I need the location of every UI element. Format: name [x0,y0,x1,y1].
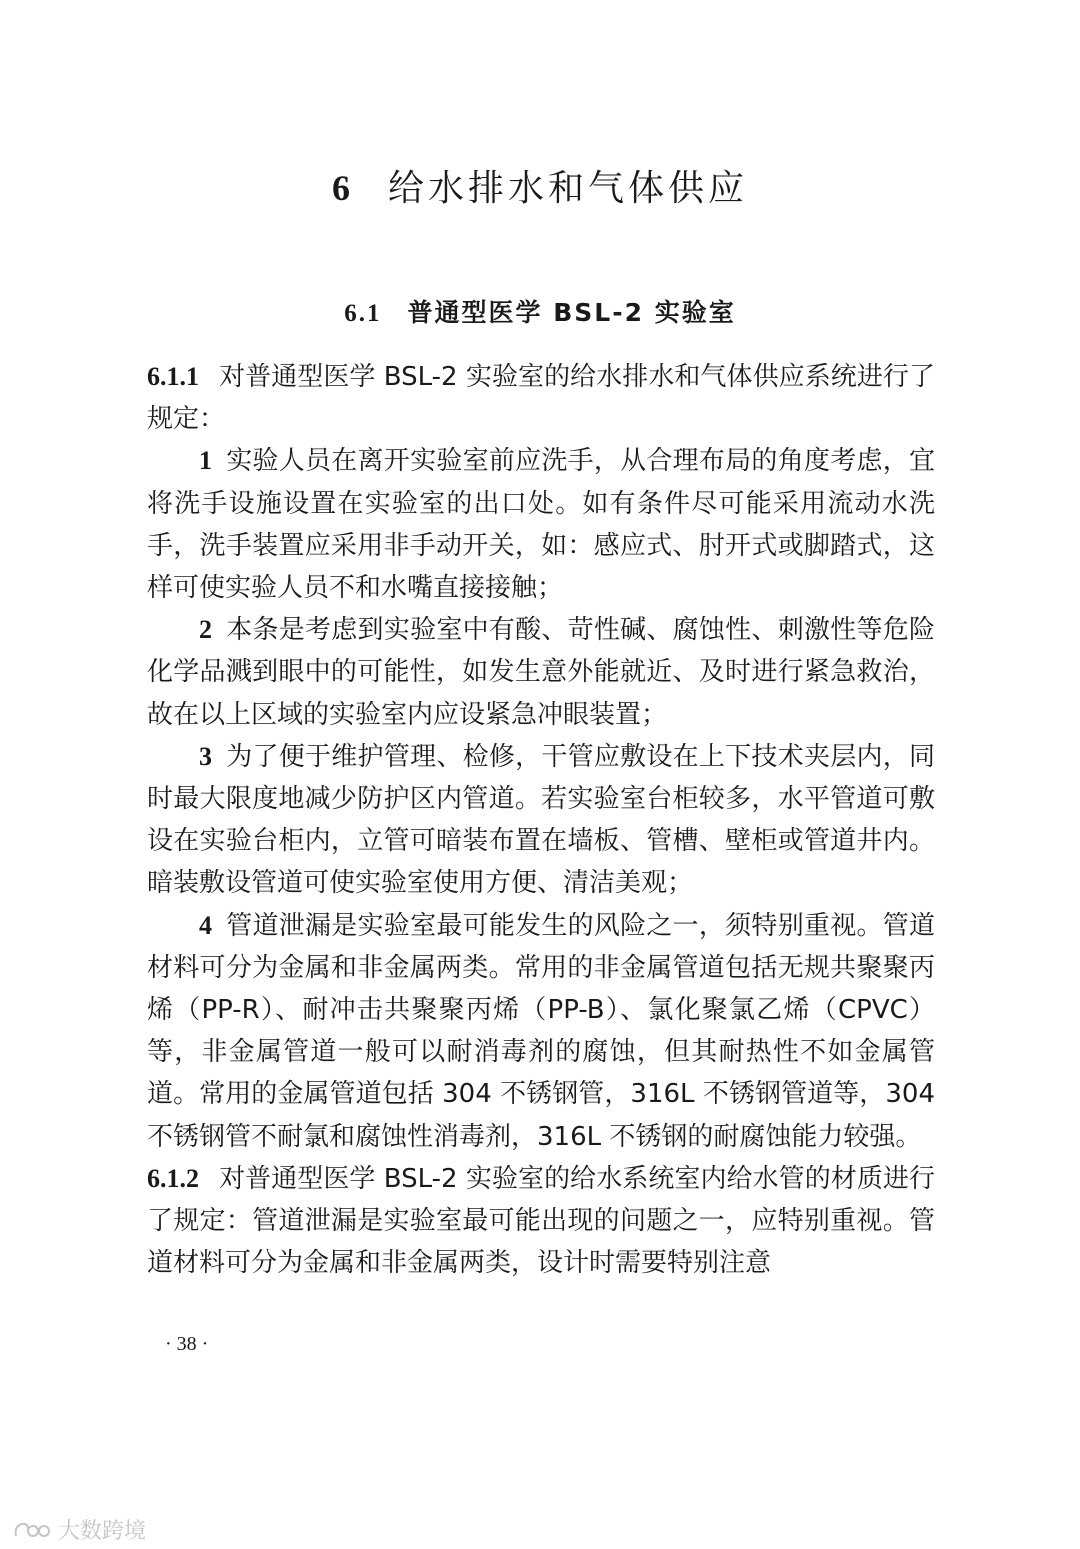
list-item [147,736,935,905]
list-item [147,609,935,736]
clause-6-1-1 [147,356,935,440]
body-text [147,356,935,1284]
chapter-title [0,160,1080,211]
clause-text: 对普通型医学 BSL-2 实验室的给水系统室内给水管的材质进行了规定：管道泄漏是实验室最可能出现的问题之一，应特别重视。管道材料可分为金属和非金属两类，设计时需要特别注意 [147,1163,935,1279]
item-number: 1 [199,446,212,476]
watermark-text: 大数跨境 [58,1519,147,1544]
clause-intro: 对普通型医学 BSL-2 实验室的给水排水和气体供应系统进行了规定： [147,362,935,435]
section-title-text: 普通型医学 BSL-2 实验室 [407,298,736,327]
item-text: 为了便于维护管理、检修，干管应敷设在上下技术夹层内，同时最大限度地减少防护区内管道。若实验室台柜较多，水平管道可敷设在实验台柜内，立管可暗装布置在墙板、管槽、壁柜或管道井内。暗装敷设管道可使实验室使用方便、清洁美观； [147,741,935,899]
chapter-number: 6 [331,168,354,208]
page-number: · 38 · [165,1333,209,1355]
item-text: 管道泄漏是实验室最可能发生的风险之一，须特别重视。管道材料可分为金属和非金属两类。常用的非金属管道包括无规共聚聚丙烯（PP-R）、耐冲击共聚聚丙烯（PP-B）、氯化聚氯乙烯（CPVC）等，非金属管道一般可以耐消毒剂的腐蚀，但其耐热性不如金属管道。常用的金属管道包括 304 不锈钢管，316L 不锈钢管道等，304 不锈钢管不耐氯和腐蚀性消毒剂，316L 不锈钢的耐腐蚀能力较强。 [147,910,935,1152]
list-item [147,440,935,609]
item-text: 本条是考虑到实验室中有酸、苛性碱、腐蚀性、刺激性等危险化学品溅到眼中的可能性，如发生意外能就近、及时进行紧急救治，故在以上区域的实验室内应设紧急冲眼装置； [147,615,935,730]
item-number: 2 [199,615,212,645]
chapter-title-text: 给水排水和气体供应 [387,168,748,209]
watermark [12,1514,146,1545]
watermark-logo-icon [12,1518,52,1542]
section-number: 6.1 [344,300,382,327]
section-title [0,293,1080,329]
item-number: 4 [199,910,212,940]
item-number: 3 [199,741,212,771]
clause-6-1-2 [147,1158,935,1285]
list-item [147,905,935,1158]
clause-number: 6.1.1 [147,362,199,391]
item-text: 实验人员在离开实验室前应洗手，从合理布局的角度考虑，宜将洗手设施设置在实验室的出口处。如有条件尽可能采用流动水洗手，洗手装置应采用非手动开关，如：感应式、肘开式或脚踏式，这样可使实验人员不和水嘴直接接触； [147,446,935,604]
clause-number: 6.1.2 [147,1163,199,1193]
